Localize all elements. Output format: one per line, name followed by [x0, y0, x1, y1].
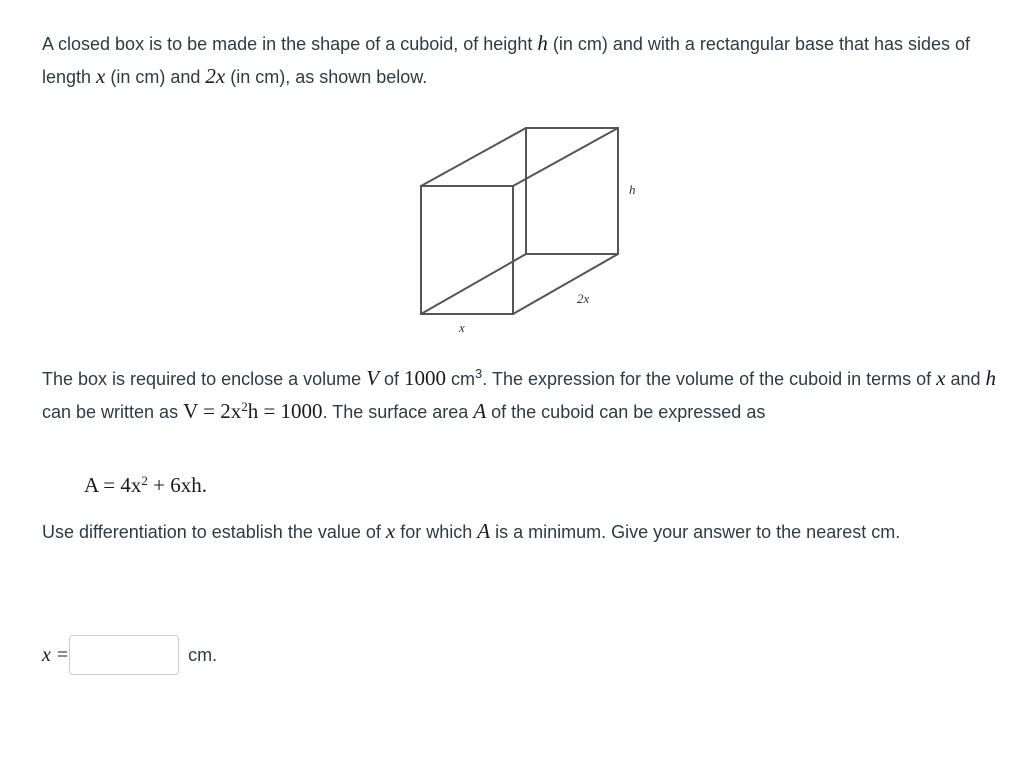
- math-A: A: [473, 398, 487, 423]
- math-V: V: [366, 366, 380, 390]
- math-x: x: [385, 519, 396, 543]
- math-volume-amount: 1000: [404, 366, 447, 390]
- answer-equals: =: [56, 643, 69, 666]
- instruction-paragraph: Use differentiation to establish the value of x for which A is a minimum. Give your answer to the nearest cm.: [42, 519, 901, 543]
- math-x: x: [96, 63, 106, 88]
- figure-label-2x: 2x: [577, 291, 590, 306]
- math-x: x: [936, 366, 946, 390]
- math-2x: 2x: [205, 63, 226, 88]
- volume-equation: $V = 2x^2h = 1000$: [183, 398, 323, 423]
- math-h: h: [537, 31, 548, 55]
- figure-label-h: h: [629, 182, 636, 197]
- cuboid-back-face: [526, 128, 618, 254]
- math-A: A: [477, 519, 491, 543]
- surface-area-equation: $A = 4x^2 + 6xh$.: [84, 472, 207, 497]
- cuboid-edge-top-right: [513, 128, 618, 186]
- intro-paragraph: A closed box is to be made in the shape of a cuboid, of height h (in cm) and with a rectangular base that has sides of length x (in cm) and 2x (in cm), as shown below.: [42, 31, 971, 88]
- cuboid-edge-bottom-left: [421, 254, 526, 314]
- math-h: h: [985, 366, 997, 390]
- answer-variable: x: [42, 643, 51, 666]
- answer-row: [42, 633, 217, 677]
- unit-exponent: 3: [475, 365, 483, 381]
- cuboid-edge-bottom-right: [513, 254, 618, 314]
- answer-unit: cm.: [188, 644, 218, 665]
- cuboid-figure: [400, 118, 660, 343]
- figure-label-x: x: [459, 320, 465, 335]
- answer-input[interactable]: [69, 635, 179, 675]
- volume-paragraph: The box is required to enclose a volume V of 1000 $cm^3$. The expression for the volume of the cuboid in terms of x and h can be written as $V = 2x^2h = 1000$. The surface area A of the cuboid can be expressed as: [42, 365, 997, 423]
- cuboid-front-face: [421, 186, 513, 314]
- cuboid-edge-top-left: [421, 128, 526, 186]
